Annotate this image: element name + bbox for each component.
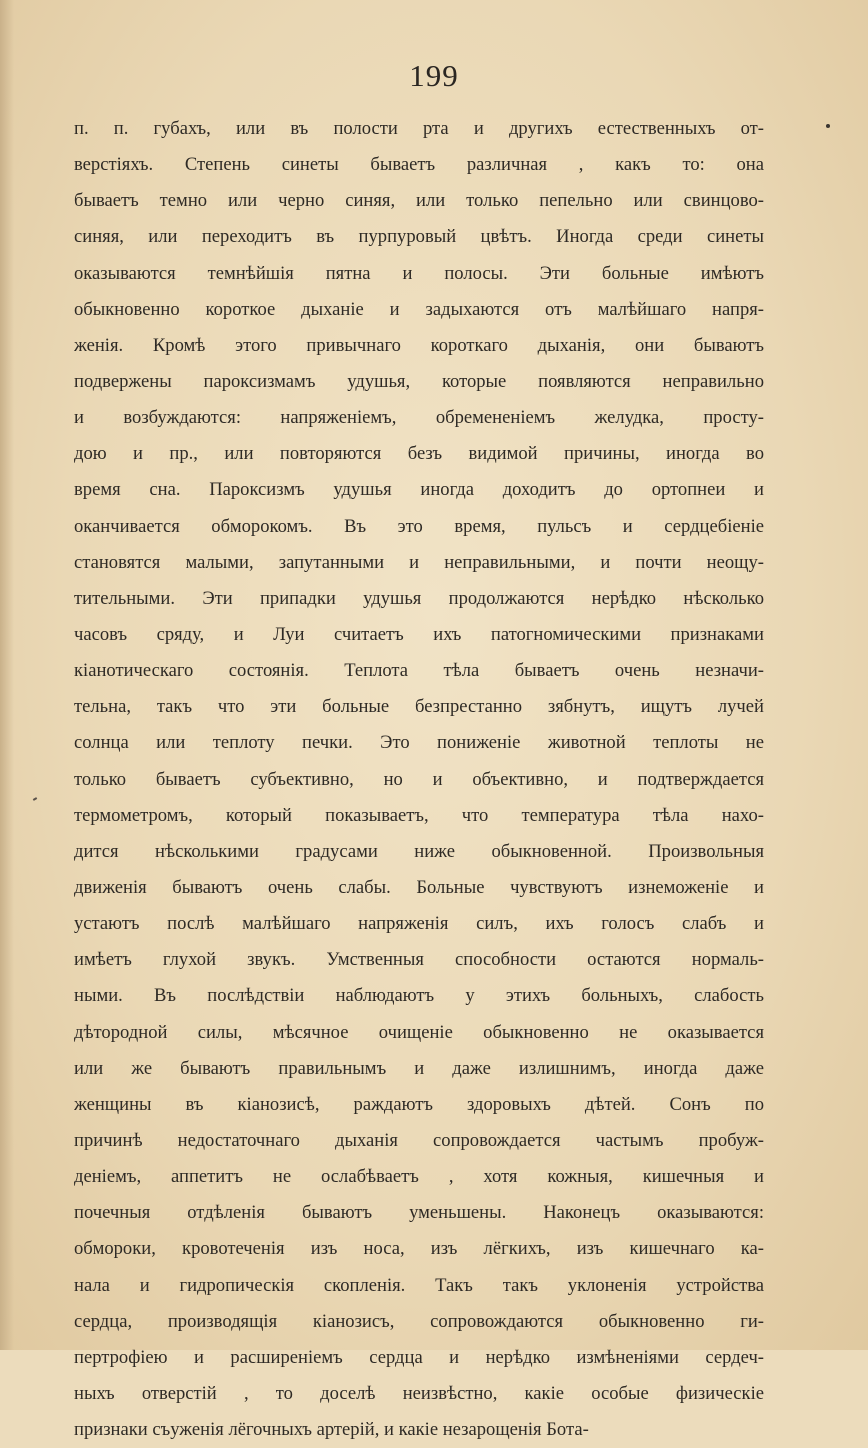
- text-line: дится нѣсколькими градусами ниже обыкновенной. Произвольныя: [74, 840, 764, 862]
- page-number: 199: [409, 58, 459, 93]
- text-line: устаютъ послѣ малѣйшаго напряженія силъ, ихъ голосъ слабъ и: [74, 913, 764, 935]
- text-line: только бываетъ субъективно, но и объективно, и подтверждается: [74, 768, 764, 790]
- page-edge-shadow: [0, 0, 14, 1350]
- text-line: движенія бываютъ очень слабы. Больные чувствуютъ изнеможеніе и: [74, 876, 764, 898]
- margin-dot: [826, 124, 830, 128]
- text-line: часовъ сряду, и Луи считаетъ ихъ патогномическими признаками: [74, 623, 764, 645]
- text-line: время сна. Пароксизмъ удушья иногда доходитъ до ортопнеи и: [74, 479, 764, 501]
- text-line: или же бываютъ правильнымъ и даже излишнимъ, иногда даже: [74, 1057, 764, 1079]
- text-line: тительными. Эти припадки удушья продолжаются нерѣдко нѣсколько: [74, 587, 764, 609]
- text-line: почечныя отдѣленія бываютъ уменьшены. Наконецъ оказываются:: [74, 1202, 764, 1224]
- body-text: [74, 111, 764, 1448]
- text-line: и возбуждаются: напряженіемъ, обремененіемъ желудка, просту-: [74, 407, 764, 429]
- text-line: ныхъ отверстій , то доселѣ неизвѣстно, какіе особые физическіе: [74, 1382, 764, 1404]
- text-line: солнца или теплоту печки. Это пониженіе животной теплоты не: [74, 732, 764, 754]
- text-line: подвержены пароксизмамъ удушья, которые появляются неправильно: [74, 370, 764, 392]
- text-line: женія. Кромѣ этого привычнаго короткаго дыханія, они бываютъ: [74, 334, 764, 356]
- text-line: оказываются темнѣйшія пятна и полосы. Эти больные имѣютъ: [74, 262, 764, 284]
- text-line: оканчивается обморокомъ. Въ это время, пульсъ и сердцебіеніе: [74, 515, 764, 537]
- text-line: дѣтородной силы, мѣсячное очищеніе обыкновенно не оказывается: [74, 1021, 764, 1043]
- text-line: кіанотическаго состоянія. Теплота тѣла бываетъ очень незначи-: [74, 660, 764, 682]
- text-line: деніемъ, аппетитъ не ослабѣваетъ , хотя кожныя, кишечныя и: [74, 1166, 764, 1188]
- text-line: тельна, такъ что эти больные безпрестанно зябнутъ, ищутъ лучей: [74, 696, 764, 718]
- text-line: женщины въ кіанозисѣ, раждаютъ здоровыхъ дѣтей. Сонъ по: [74, 1093, 764, 1115]
- text-line: признаки съуженія лёгочныхъ артерій, и какіе незарощенія Бота-: [74, 1419, 589, 1441]
- text-line: причинѣ недостаточнаго дыханія сопровождается частымъ пробуж-: [74, 1129, 764, 1151]
- text-line: обмороки, кровотеченія изъ носа, изъ лёгкихъ, изъ кишечнаго ка-: [74, 1238, 764, 1260]
- text-line: бываетъ темно или черно синяя, или только пепельно или свинцово-: [74, 190, 764, 212]
- text-line: п. п. губахъ, или въ полости рта и другихъ естественныхъ от-: [74, 118, 764, 139]
- text-line: пертрофіею и расширеніемъ сердца и нерѣдко измѣненіями сердеч-: [74, 1346, 764, 1368]
- text-line: ными. Въ послѣдствіи наблюдаютъ у этихъ больныхъ, слабость: [74, 985, 764, 1007]
- margin-mark: [33, 797, 37, 801]
- text-line: имѣетъ глухой звукъ. Умственныя способности остаются нормаль-: [74, 949, 764, 971]
- text-line: становятся малыми, запутанными и неправильными, и почти неощу-: [74, 551, 764, 573]
- text-line: нала и гидропическія скопленія. Такъ такъ уклоненія устройства: [74, 1274, 764, 1296]
- text-line: синяя, или переходитъ въ пурпуровый цвѣтъ. Иногда среди синеты: [74, 226, 764, 248]
- text-line: термометромъ, который показываетъ, что температура тѣла нахо-: [74, 804, 764, 826]
- text-line: дою и пр., или повторяются безъ видимой причины, иногда во: [74, 443, 764, 465]
- text-line: верстіяхъ. Степень синеты бываетъ различная , какъ то: она: [74, 154, 764, 176]
- text-line: сердца, производящія кіанозисъ, сопровождаются обыкновенно ги-: [74, 1310, 764, 1332]
- text-line: обыкновенно короткое дыханіе и задыхаются отъ малѣйшаго напря-: [74, 298, 764, 320]
